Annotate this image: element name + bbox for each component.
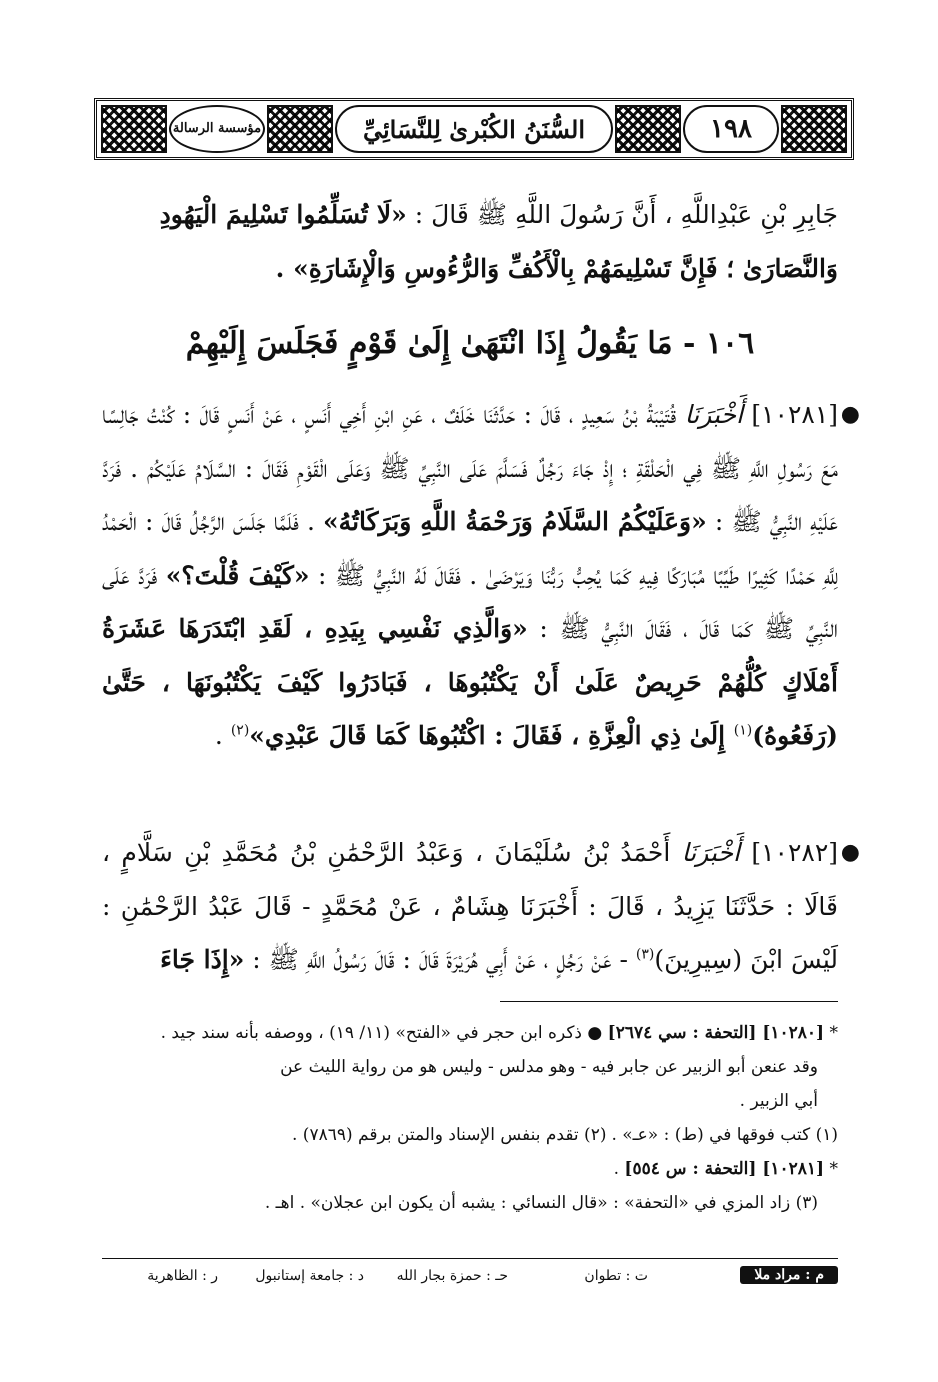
header-ornament-inner-left (267, 105, 333, 153)
footnote-10280-ref: [١٠٢٨٠] [التحفة : سي ٢٦٧٤] (607, 1023, 825, 1043)
prophet-statement-end: إِلَىٰ ذِي الْعِزَّةِ ، فَقَالَ : اكْتُبُوهَا كَمَا قَالَ عَبْدِي» (249, 721, 734, 750)
narration-text: . فَلَمَّا جَلَسَ الرَّجُلُ قَالَ : الْحَمْدُ لِلَّهِ حَمْدًا كَثِيرًا طَيِّبًا مُبَارَكًا فِيهِ كَمَا يُحِبُّ رَبُّنَا وَيَرْضَىٰ . فَقَالَ لَهُ النَّبِيُّ ﷺ : (102, 507, 838, 590)
narration-text-2: فَرَدَّ عَلَى النَّبِيِّ ﷺ كَمَا قَالَ ، فَقَالَ النَّبِيُّ ﷺ : (102, 560, 838, 643)
footnote-10280-text: ● ذكره ابن حجر في «الفتح» (١١/ ١٩) ، ووصفه بأنه سند جيد . (160, 1023, 608, 1043)
isnad-text: قُتَيْبَةُ بْنُ سَعِيدٍ ، قَالَ : حَدَّثَنَا خَلَفٌ ، عَنِ ابْنِ أَخِي أَنَسٍ ، عَنْ أَنَسٍ قَالَ : كُنْتُ جَالِسًا مَعَ رَسُولِ اللَّهِ ﷺ فِي الْحَلْقَةِ ؛ إِذْ جَاءَ رَجُلٌ فَسَلَّمَ عَلَى النَّبِيِّ ﷺ وَعَلَى الْقَوْمِ فَقَالَ : السَّلَامُ عَلَيْكُمْ . فَرَدَّ عَلَيْهِ النَّبِيُّ ﷺ : (102, 400, 839, 536)
footnote-10281-text: . (613, 1159, 625, 1179)
star-icon: * (824, 1023, 838, 1043)
hadith-10282-text (102, 826, 838, 987)
prophet-question: «كَيْفَ قُلْتَ؟» (165, 560, 310, 590)
header-ornament-left (101, 105, 167, 153)
isnad-text: أَحْمَدُ بْنُ سُلَيْمَانَ ، وَعَبْدُ الرَّحْمَٰنِ بْنُ مُحَمَّدِ بْنِ سَلَّامٍ ، قَالَا : حَدَّثَنَا يَزِيدُ ، قَالَ : أَخْبَرَنَا هِشَامٌ ، عَنْ مُحَمَّدٍ - قَالَ عَبْدُ الرَّحْمَٰنِ : لَيْسَ ابْنَ (سِيرِينَ) (102, 838, 838, 974)
period: . (214, 721, 231, 750)
footnote-ref-3[interactable]: (٣) (635, 946, 655, 963)
hadith-number: [١٠٢٨١] (742, 400, 839, 429)
hadith-10281-text (102, 388, 838, 763)
hadith-10282 (102, 826, 860, 987)
continued-hadith (102, 188, 838, 296)
continued-line-2: وَالنَّصَارَىٰ ؛ فَإِنَّ تَسْلِيمَهُمْ بِالْأَكُفِّ وَالرُّءُوسِ وَالْإِشَارَةِ» . (275, 254, 838, 283)
manuscript-d: د : جامعة إستانبول (255, 1268, 364, 1284)
footnote-1: (١) كتب فوقها في (ط) : «عـ» . (611, 1125, 838, 1145)
star-icon: * (824, 1159, 838, 1179)
running-title: السُّنَنُ الكُبْرىٰ لِلنَّسَائِيِّ (335, 105, 613, 153)
akhbarana: أَخْبَرَنَا (681, 838, 740, 867)
isnad-text-2: - عَنْ رَجُلٍ ، عَنْ أَبِي هُرَيْرَةَ قَالَ : قَالَ رَسُولُ اللَّهِ ﷺ : (244, 945, 636, 974)
publisher-seal-text: مؤسسة الرسالة (172, 120, 262, 136)
publisher-seal (169, 105, 265, 153)
prophet-statement: «إِذَا جَاءَ (160, 945, 245, 974)
footnotes (102, 1016, 838, 1220)
manuscript-r: ر : الظاهرية (147, 1268, 218, 1284)
footnote-ref-1[interactable]: (١) (733, 722, 753, 739)
footnote-row-1-2 (102, 1118, 838, 1152)
manuscript-m: م : مراد ملا (740, 1266, 838, 1284)
continued-line-1-quote: «لَا تُسَلِّمُوا تَسْلِيمَ الْيَهُودِ (159, 200, 407, 229)
page-number: ١٩٨ (683, 105, 779, 153)
header-ornament-right (781, 105, 847, 153)
footnote-10280 (102, 1016, 838, 1050)
manuscript-h: حـ : حمزة بجار الله (396, 1268, 508, 1284)
akhbarana: أَخْبَرَنَا (684, 400, 743, 429)
footnote-10281-ref: [١٠٢٨١] [التحفة : س ٥٥٤] (624, 1159, 825, 1179)
footnote-divider (500, 1001, 838, 1002)
header-ornament-inner-right (615, 105, 681, 153)
hadith-number: [١٠٢٨٢] (739, 838, 839, 867)
running-header (94, 98, 854, 160)
footnote-10281 (102, 1152, 838, 1186)
bullet-icon: ● (840, 402, 860, 427)
continued-line-1 (102, 188, 838, 242)
continued-line-1-plain: جَابِرِ بْنِ عَبْدِاللَّهِ ، أَنَّ رَسُولَ اللَّهِ ﷺ قَالَ : (406, 200, 838, 229)
footer-divider (102, 1258, 838, 1259)
hadith-10281 (102, 388, 860, 763)
bullet-icon: ● (840, 840, 860, 865)
footnote-10280-cont: وقد عنعن أبو الزبير عن جابر فيه - وهو مدلس - وليس هو من رواية الليث عن (280, 1057, 818, 1077)
prophet-statement: «وَالَّذِي نَفْسِي بِيَدِهِ ، لَقَدِ ابْتَدَرَهَا عَشَرَةُ أَمْلَاكٍ كُلُّهُمْ حَرِيصٌ عَلَىٰ أَنْ يَكْتُبُوهَا ، فَبَادَرُوا كَيْفَ يَكْتُبُونَهَا ، حَتَّىٰ (رَفَعُوهُ) (102, 614, 838, 750)
footnote-2: (٢) تقدم بنفس الإسناد والمتن برقم (٧٨٦٩) . (292, 1125, 607, 1145)
chapter-heading: ١٠٦ - مَا يَقُولُ إِذَا انْتَهَىٰ إِلَىٰ قَوْمٍ فَجَلَسَ إِلَيْهِمْ (185, 326, 755, 361)
footnote-10280-cont-2: أبي الزبير . (739, 1091, 818, 1111)
manuscript-key (102, 1266, 838, 1292)
prophet-reply: «وَعَلَيْكُمُ السَّلَامُ وَرَحْمَةُ اللَّهِ وَبَرَكَاتُهُ» (323, 507, 707, 536)
footnote-3: (٣) زاد المزي في «التحفة» : «قال النسائي : يشبه أن يكون ابن عجلان» . اهـ . (264, 1193, 818, 1213)
manuscript-t: ت : تطوان (584, 1268, 648, 1284)
footnote-ref-2[interactable]: (٢) (230, 722, 250, 739)
